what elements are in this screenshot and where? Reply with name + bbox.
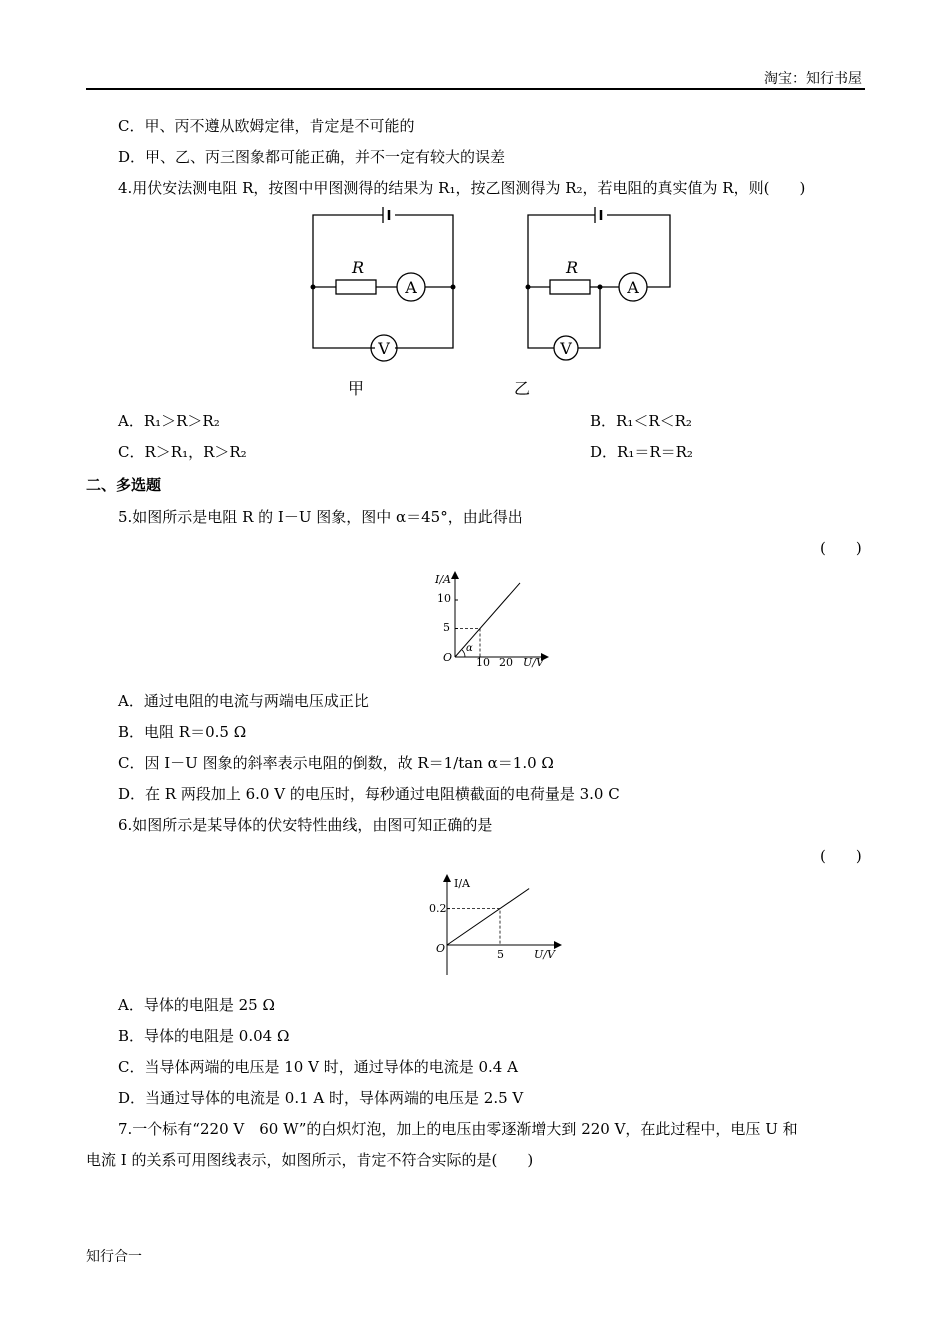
q4-option-c: C．R＞R₁，R＞R₂ [118,443,247,461]
q6-option-d: D．当通过导体的电流是 0.1 A 时，导体两端的电压是 2.5 V [118,1089,524,1107]
q5-xtick-20: 20 [499,656,513,669]
label-a-jia: A [405,278,417,297]
q5-option-b: B．电阻 R＝0.5 Ω [118,723,247,741]
q3-option-c: C．甲、丙不遵从欧姆定律，肯定是不可能的 [118,117,415,135]
resistor-yi [550,280,590,294]
q5-stem: 5.如图所示是电阻 R 的 I－U 图象，图中 α＝45°，由此得出 [118,508,523,526]
q6-x-axis-label: U/V [534,948,555,961]
q6-chart [425,872,565,982]
q5-angle-arc [462,650,465,657]
label-v-yi: V [560,339,572,358]
q6-xtick-5: 5 [497,948,504,961]
q6-y-axis-label: I/A [454,877,470,890]
footer-text: 知行合一 [86,1249,142,1265]
q6-origin-label: O [436,942,446,955]
circuit-jia [313,207,453,361]
q4-option-d: D．R₁＝R＝R₂ [590,443,693,461]
q5-chart [425,565,555,675]
q4-stem: 4.用伏安法测电阻 R，按图中甲图测得的结果为 R₁，按乙图测得为 R₂，若电阻的真实值为 R，则( ) [118,179,806,197]
header-text: 淘宝：知行书屋 [764,71,862,87]
q6-answer-paren: ( ) [820,847,862,865]
q6-ytick-0-2: 0.2 [429,902,447,915]
section-title: 二、多选题 [86,476,162,494]
circuit-yi [528,207,670,360]
q5-angle-label: α [466,643,473,654]
q6-data-line [447,889,529,945]
q5-origin-label: O [443,651,453,664]
q7-line-1: 7.一个标有“220 V 60 W”的白炽灯泡，加上的电压由零逐渐增大到 220 V，在此过程中，电压 U 和 [118,1120,798,1138]
label-r-jia: R [351,258,365,277]
q5-x-axis-label: U/V [523,656,544,669]
q5-option-c: C．因 I－U 图象的斜率表示电阻的倒数，故 R＝1/tan α＝1.0 Ω [118,754,554,772]
q5-option-a: A．通过电阻的电流与两端电压成正比 [118,692,369,710]
q6-option-c: C．当导体两端的电压是 10 V 时，通过导体的电流是 0.4 A [118,1058,518,1076]
q6-stem: 6.如图所示是某导体的伏安特性曲线，由图可知正确的是 [118,816,493,834]
label-yi: 乙 [513,379,531,398]
q5-xtick-10: 10 [476,656,490,669]
label-a-yi: A [627,278,639,297]
label-v-jia: V [378,339,390,358]
q5-answer-paren: ( ) [820,539,862,557]
q5-y-axis-label: I/A [435,573,451,586]
q5-option-d: D．在 R 两段加上 6.0 V 的电压时，每秒通过电阻横截面的电荷量是 3.0 C [118,785,620,803]
q5-data-line [455,583,520,657]
q5-ytick-10: 10 [437,592,451,605]
resistor-jia [336,280,376,294]
q6-option-b: B．导体的电阻是 0.04 Ω [118,1027,290,1045]
label-r-yi: R [565,258,579,277]
label-jia: 甲 [347,379,365,398]
q4-option-b: B．R₁＜R＜R₂ [590,412,692,430]
q5-ytick-5: 5 [443,621,450,634]
q6-option-a: A．导体的电阻是 25 Ω [118,996,275,1014]
q3-option-d: D．甲、乙、丙三图象都可能正确，并不一定有较大的误差 [118,148,506,166]
header-rule [86,88,865,90]
q4-option-a: A．R₁＞R＞R₂ [118,412,220,430]
q7-line-2: 电流 I 的关系可用图线表示，如图所示，肯定不符合实际的是( ) [86,1151,534,1169]
q4-circuit-figure [300,205,700,405]
